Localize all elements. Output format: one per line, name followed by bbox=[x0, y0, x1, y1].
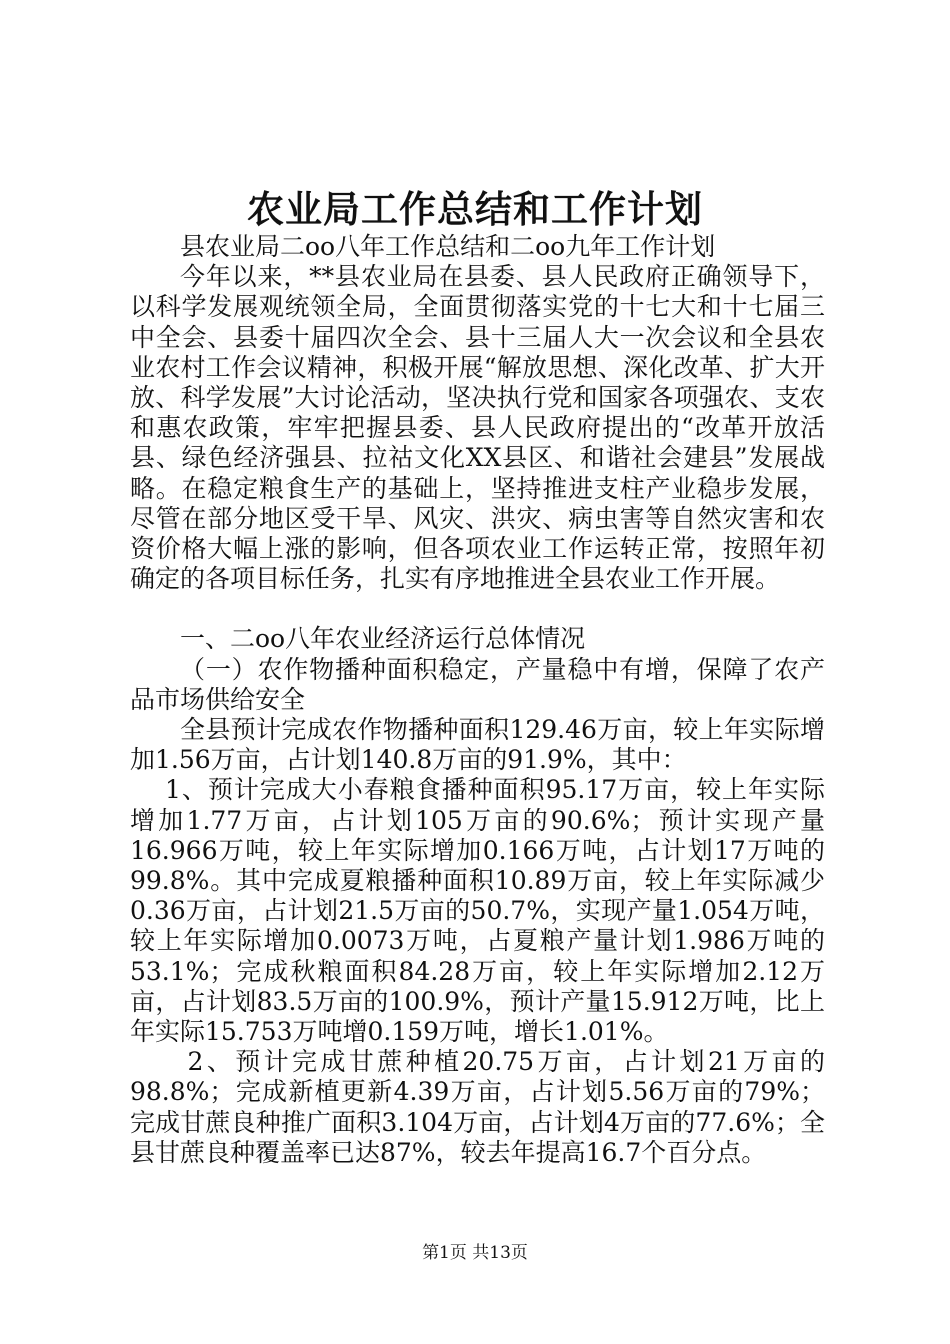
document-title: 农业局工作总结和工作计划 bbox=[247, 187, 703, 231]
intro-paragraph: 今年以来，**县农业局在县委、县人民政府正确领导下，以科学发展观统领全局，全面贯彻落实党的十七大和十七届三中全会、县委十届四次全会、县十三届人大一次会议和全县农业农村工作会议精神，积极开展“解放思想、深化改革、扩大开放、科学发展”大讨论活动，坚决执行党和国家各项强农、支农和惠农政策，牢牢把握县委、县人民政府提出的“改革开放活县、绿色经济强县、拉祜文化XX县区、和谐社会建县”发展战略。在稳定粮食生产的基础上，坚持推进支柱产业稳步发展，尽管在部分地区受干旱、风灾、洪灾、病虫害等自然灾害和农资价格大幅上涨的影响，但各项农业工作运转正常，按照年初确定的各项目标任务，扎实有序地推进全县农业工作开展。 bbox=[130, 262, 825, 594]
paragraph-gap bbox=[130, 594, 825, 624]
section-heading: 一、二oo八年农业经济运行总体情况 bbox=[180, 624, 586, 654]
sugarcane-paragraph: 2、预计完成甘蔗种植20.75万亩，占计划21万亩的98.8%；完成新植更新4.39万亩，占计划5.56万亩的79%；完成甘蔗良种推广面积3.104万亩，占计划4万亩的77.6%；全县甘蔗良种覆盖率已达87%，较去年提高16.7个百分点。 bbox=[130, 1047, 825, 1167]
document-body bbox=[130, 232, 825, 1168]
grain-paragraph: 1、预计完成大小春粮食播种面积95.17万亩，较上年实际增加1.77万亩，占计划105万亩的90.6%；预计实现产量16.966万吨，较上年实际增加0.166万吨，占计划17万吨的99.8%。其中完成夏粮播种面积10.89万亩，较上年实际减少0.36万亩，占计划21.5万亩的50.7%，实现产量1.054万吨，较上年实际增加0.0073万吨，占夏粮产量计划1.986万吨的53.1%；完成秋粮面积84.28万亩，较上年实际增加2.12万亩，占计划83.5万亩的100.9%，预计产量15.912万吨，比上年实际15.753万吨增0.159万吨，增长1.01%。 bbox=[130, 775, 825, 1047]
subsection-heading: （一）农作物播种面积稳定，产量稳中有增，保障了农产品市场供给安全 bbox=[130, 654, 825, 714]
summary-paragraph: 全县预计完成农作物播种面积129.46万亩，较上年实际增加1.56万亩，占计划140.8万亩的91.9%，其中： bbox=[130, 715, 825, 775]
page-footer: 第1页 共13页 bbox=[422, 1243, 528, 1263]
subtitle-paragraph: 县农业局二oo八年工作总结和二oo九年工作计划 bbox=[180, 232, 716, 261]
